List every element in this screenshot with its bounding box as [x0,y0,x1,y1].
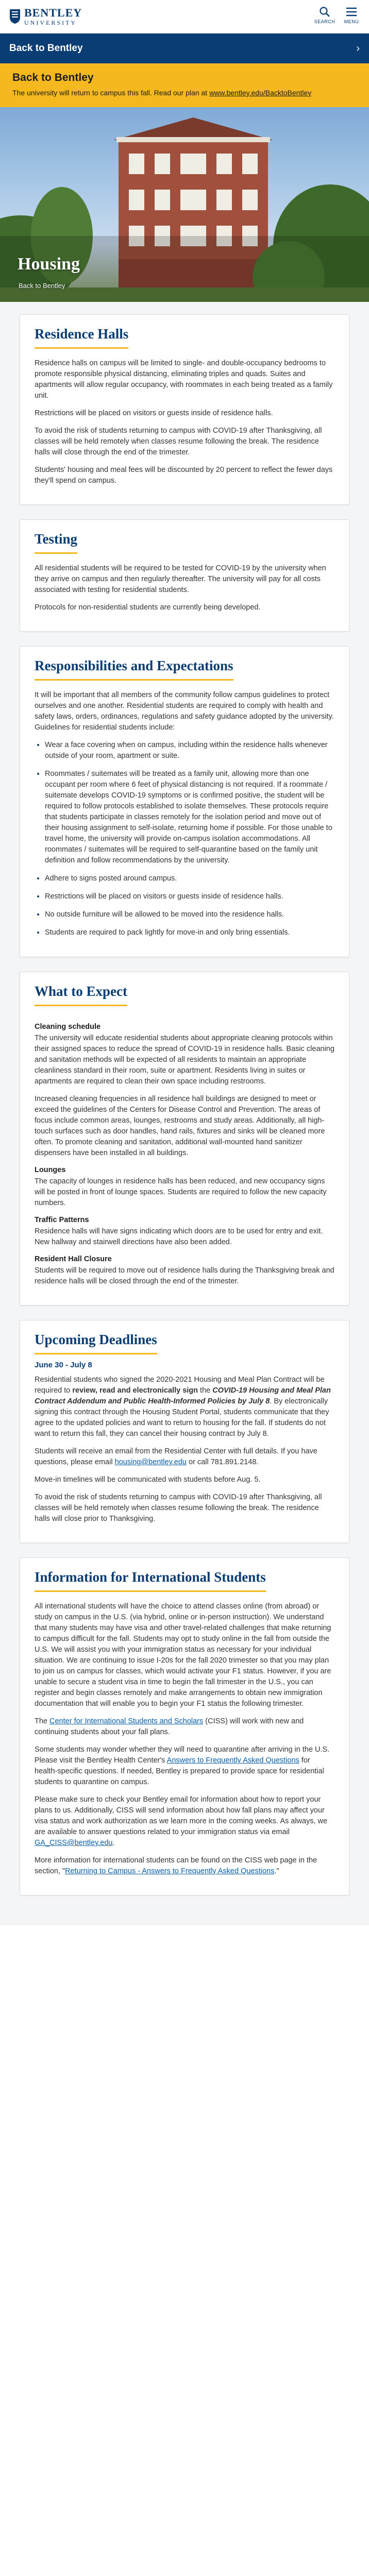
text-run: Residential students who signed the 2020-2021 Housing and Meal Plan Contract will be required to [35,1376,325,1395]
bold-text: review, read and electronically sign [72,1386,198,1395]
paragraph: It will be important that all members of the community follow campus guidelines to protect ourselves and one another. Residential students are required to comply with health and safety laws, orders, ordinances, regulations and safety guidance adopted by the university. Guidelines for residential students include: [35,691,334,732]
page-title: Housing [18,255,80,274]
search-icon [319,6,330,18]
text-run: (CISS) will work with new and continuing students about your fall plans. [35,1717,304,1736]
text-run: Please make sure to check your Bentley email for information about how to report your plans to us. Additionally, CISS will send information about how fall plans may affect your visa status and work authorization as we learn more in the coming weeks. As always, we are available to answer questions related to your immigration status via email [35,1795,328,1836]
text-run: the [198,1386,213,1395]
list-item: • No outside furniture will be allowed to be moved into the residence halls. [45,909,334,920]
list-item: • Wear a face covering when on campus, including within the residence halls whenever outside of your room, apartment or suite. [45,740,334,761]
back-to-bentley-bar[interactable] [0,33,369,63]
lounges-subheading: Lounges [35,1166,66,1174]
text-run: . [112,1839,115,1847]
text-run: Some students may wonder whether they will need to quarantine after arriving in the U.S. Please visit the Bentley Health Center's [35,1745,330,1765]
paragraph: To avoid the risk of students returning to campus with COVID-19 after Thanksgiving, all classes will be held remotely when classes resume following the break. The residence halls will close prior to Thanksgiving. [35,1493,322,1523]
alert-banner [0,63,369,107]
guidelines-list [35,740,334,938]
hero-back-link[interactable]: Back to Bentley [19,282,65,290]
paragraph [35,1446,334,1468]
back-bar-label: Back to Bentley [9,43,83,54]
paragraph: Protocols for non-residential students are currently being developed. [35,603,261,612]
faq-link[interactable]: Answers to Frequently Asked Questions [166,1756,299,1765]
text-run: or call 781.891.2148. [187,1458,259,1466]
closure-subheading: Resident Hall Closure [35,1255,112,1263]
what-to-expect-card [20,972,349,1306]
menu-icon [345,6,358,18]
returning-faq-link[interactable]: Returning to Campus - Answers to Frequently Asked Questions [65,1867,275,1875]
menu-label: MENU [344,19,359,24]
responsibilities-card [20,646,349,957]
text-run: ." [274,1867,279,1875]
paragraph: The capacity of lounges in residence halls has been reduced, and new occupancy signs will be posted in front of lounge spaces. Students are required to follow the new capacity numbers. [35,1177,327,1207]
deadlines-card [20,1320,349,1543]
logo-line2: UNIVERSITY [24,19,77,26]
paragraph: To avoid the risk of students returning to campus with COVID-19 after Thanksgiving, all classes will be held remotely when classes resume following the break. The residence halls will close through the end of the trimester. [35,427,322,456]
paragraph: All international students will have the choice to attend classes online (from abroad) or study on campus in the U.S. (via hybrid, online or in-person instruction). We understand that many students may have visa and other travel-related challenges that make returning to campus difficult for the fall. Students may opt to study online in the fall from outside the U.S. We will assist you with your immigration status as necessary for your individual situation. We are continuing to issue I-20s for the fall 2020 trimester so that you may plan to join us on campus for classes, which would activate your F1 status. However, if you are unable to secure a student visa in time to begin the fall trimester in the U.S., you can register and begin classes remotely and make arrangements to obtain new immigration documentation that will enable you to begin your F1 status the following trimester. [35,1602,331,1708]
paragraph: Students will be required to move out of residence halls during the Thanksgiving break and residence halls will be closed through the end of the trimester. [35,1266,334,1285]
paragraph [35,1855,334,1877]
paragraph: Residence halls will have signs indicating which doors are to be used for entry and exit. New hallway and stairwell directions have also been added. [35,1227,323,1246]
text-run: Students will receive an email from the Residential Center with full details. If you have questions, please email [35,1447,317,1466]
paragraph: Increased cleaning frequencies in all residence hall buildings are designed to meet or exceed the guidelines of the Centers for Disease Control and Prevention. The areas of focus include common areas, lounges, restrooms and study areas. Additionally, all high-touch surfaces such as door handles, hand rails, fixtures and sinks will be cleaned more often. To promote cleaning and sanitation, additional wall-mounted hand sanitizer dispensers have been installed in all buildings. [35,1095,325,1157]
bentley-logo[interactable] [9,7,82,26]
paragraph [35,1744,334,1788]
paragraph [35,1794,334,1849]
international-heading: Information for International Students [35,1569,266,1592]
ciss-email-link[interactable]: GA_CISS@bentley.edu [35,1839,113,1847]
deadlines-heading: Upcoming Deadlines [35,1332,157,1354]
list-item: • Roommates / suitemates will be treated as a family unit, allowing more than one occupant per room where 6 feet of physical distancing is not required. If a roommate / suitemate develops COVID-19 symptoms or is confirmed positive, the student will be required to follow protocols established to isolate themselves. These protocols require that students participate in classes remotely for the isolation period and move out of their housing assignment to self-isolate, returning home if possible. For those unable to travel home, the university will provide on-campus isolation accommodations. All roommates / suitemates will be required to self-quarantine based on the family unit definition and follow recommendations by the university. [45,769,334,866]
cleaning-subheading: Cleaning schedule [35,1023,101,1031]
search-button[interactable] [313,6,336,24]
bentley-shield-icon [9,9,21,24]
residence-halls-card [20,314,349,505]
paragraph: The university will educate residential students about appropriate cleaning protocols within their assigned spaces to reduce the spread of COVID-19 in residence halls. Basic cleaning and sanitation methods will be expected of all residents to maintain an appropriate cleanliness standard in their room, suite or apartment. Residents living in suites or apartments are required to clean their own space including restrooms. [35,1034,334,1086]
paragraph: Students' housing and meal fees will be discounted by 20 percent to reflect the fewer days they'll spend on campus. [35,466,333,485]
testing-card [20,519,349,632]
text-run: The [35,1717,50,1725]
main-content [0,302,369,1925]
traffic-subheading: Traffic Patterns [35,1216,89,1224]
list-item: • Students are required to pack lightly for move-in and only bring essentials. [45,927,334,938]
logo-wordmark [24,7,82,26]
paragraph: Move-in timelines will be communicated with students before Aug. 5. [35,1476,261,1484]
international-card [20,1557,349,1895]
text-run: . By electronically signing this contract through the Housing Student Portal, students communicate that they agree to the updated policies and want to return to housing for the fall. If students do not want to return this fall, they can cancel their housing contract by July 8. [35,1397,329,1438]
alert-link[interactable]: www.bentley.edu/BacktoBentley [209,89,312,97]
testing-heading: Testing [35,531,77,554]
site-header [0,0,369,33]
paragraph: Restrictions will be placed on visitors or guests inside of residence halls. [35,409,273,417]
what-to-expect-heading: What to Expect [35,984,127,1006]
logo-line1: BENTLEY [24,6,82,19]
responsibilities-heading: Responsibilities and Expectations [35,658,233,681]
paragraph: All residential students will be required to be tested for COVID-19 by the university when they arrive on campus and then regularly thereafter. The university will pay for all costs associated with testing for residential students. [35,564,326,594]
paragraph [35,1716,334,1738]
alert-title: Back to Bentley [12,72,94,83]
menu-button[interactable] [340,6,363,24]
ciss-link[interactable]: Center for International Students and Scholars [49,1717,204,1725]
list-item: • Restrictions will be placed on visitors or guests inside of residence halls. [45,891,334,902]
list-item: • Adhere to signs posted around campus. [45,873,334,884]
residence-halls-heading: Residence Halls [35,326,128,349]
alert-text [12,88,357,98]
hero-banner [0,107,369,302]
search-label: SEARCH [314,19,336,24]
paragraph [35,1375,334,1439]
bold-italic-text: COVID-19 Housing and Meal Plan Contract Addendum and Public Health-Informed Policies by July 8 [35,1386,331,1405]
text-run: More information for international students can be found on the CISS web page in the section, " [35,1856,317,1875]
deadline-dates: June 30 - July 8 [35,1361,92,1369]
text-run: for health-specific questions. If needed, Bentley is prepared to provide space for residential students to quarantine on campus. [35,1756,324,1786]
housing-email-link[interactable]: housing@bentley.edu [114,1458,187,1466]
chevron-right-icon: › [356,42,360,54]
paragraph: Residence halls on campus will be limited to single- and double-occupancy bedrooms to promote responsible physical distancing, eliminating triples and quads. Suites and apartments will allow regular occupancy, with roommates in each being treated as a family unit. [35,359,333,400]
alert-message: The university will return to campus this fall. Read our plan at [12,89,208,97]
